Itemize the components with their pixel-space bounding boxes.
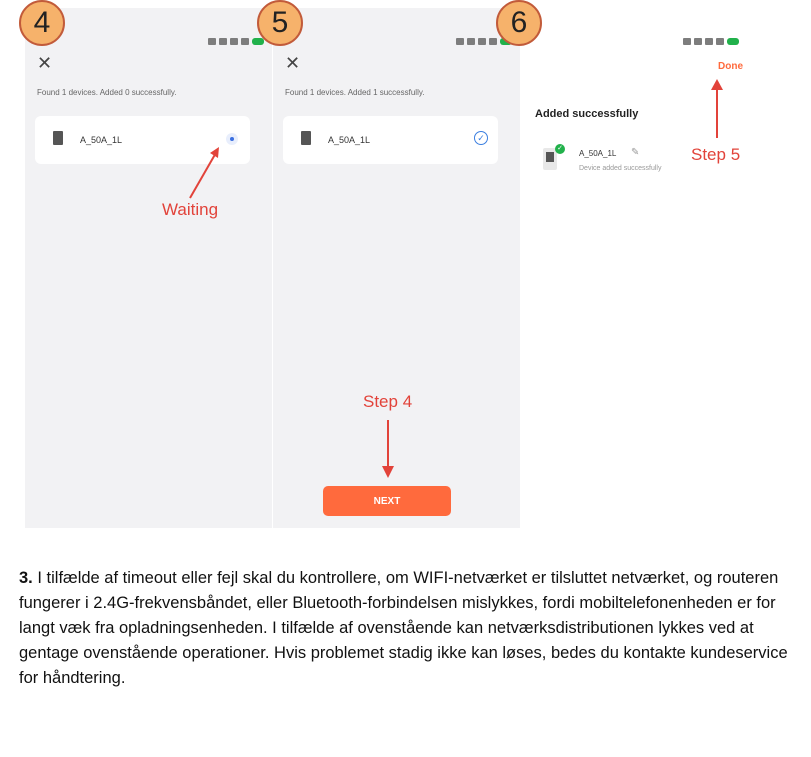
status-icon bbox=[467, 38, 475, 45]
device-name: A_50A_1L bbox=[579, 149, 617, 158]
success-check-icon: ✓ bbox=[555, 144, 565, 154]
wifi-icon bbox=[230, 38, 238, 45]
close-icon[interactable]: ✕ bbox=[37, 53, 53, 73]
annotation-arrow bbox=[185, 143, 225, 203]
device-card[interactable] bbox=[283, 116, 498, 164]
status-icon bbox=[219, 38, 227, 45]
annotation-arrow bbox=[707, 78, 727, 140]
next-button[interactable]: NEXT bbox=[323, 486, 451, 516]
step-5-annotation: Step 5 bbox=[691, 145, 741, 164]
close-icon[interactable]: ✕ bbox=[285, 53, 301, 73]
screenshot-step-6 bbox=[521, 8, 789, 218]
paragraph-text: I tilfælde af timeout eller fejl skal du kontrollere, om WIFI-netværket er tilsluttet netværket, og routeren fungerer i 2.4G-frekvensbåndet, eller Bluetooth-forbindelsen mislykkes, fordi mobiltelefonenheden er for langt væk fra opladningsenheden. I tilfælde af ovenstående kan netværksdistributionen lykkes ved at gentage ovenstående operationer. Hvis problemet stadig ikke kan løses, bedes du kontakte kundeservice for håndtering. bbox=[19, 569, 788, 687]
device-status-text: Device added successfully bbox=[579, 165, 662, 172]
signal-icon bbox=[716, 38, 724, 45]
added-successfully-title: Added successfully bbox=[535, 108, 639, 120]
edit-pencil-icon[interactable]: ✎ bbox=[631, 147, 640, 158]
signal-icon bbox=[241, 38, 249, 45]
check-circle-icon: ✓ bbox=[474, 131, 488, 145]
waiting-indicator-icon bbox=[226, 133, 238, 145]
status-icon bbox=[694, 38, 702, 45]
instruction-paragraph bbox=[19, 566, 794, 691]
step-number-badge: 5 bbox=[257, 0, 303, 46]
screenshot-step-5 bbox=[273, 8, 520, 528]
status-icon bbox=[683, 38, 691, 45]
done-button[interactable]: Done bbox=[718, 61, 743, 72]
device-icon bbox=[53, 131, 63, 145]
step-number-badge: 4 bbox=[19, 0, 65, 46]
annotation-arrow bbox=[378, 418, 398, 480]
status-icon bbox=[208, 38, 216, 45]
battery-icon bbox=[727, 38, 739, 45]
status-icon bbox=[456, 38, 464, 45]
wifi-icon bbox=[705, 38, 713, 45]
waiting-annotation: Waiting bbox=[162, 200, 219, 219]
device-name: A_50A_1L bbox=[80, 135, 123, 145]
signal-icon bbox=[489, 38, 497, 45]
device-name: A_50A_1L bbox=[328, 135, 371, 145]
step-number-badge: 6 bbox=[496, 0, 542, 46]
paragraph-number: 3. bbox=[19, 569, 33, 587]
screenshot-step-4 bbox=[25, 8, 272, 528]
status-bar bbox=[683, 36, 739, 46]
step-4-annotation: Step 4 bbox=[363, 392, 413, 411]
status-bar bbox=[208, 36, 264, 46]
found-status-text: Found 1 devices. Added 1 successfully. bbox=[285, 88, 425, 97]
found-status-text: Found 1 devices. Added 0 successfully. bbox=[37, 88, 177, 97]
wifi-icon bbox=[478, 38, 486, 45]
device-icon bbox=[301, 131, 311, 145]
